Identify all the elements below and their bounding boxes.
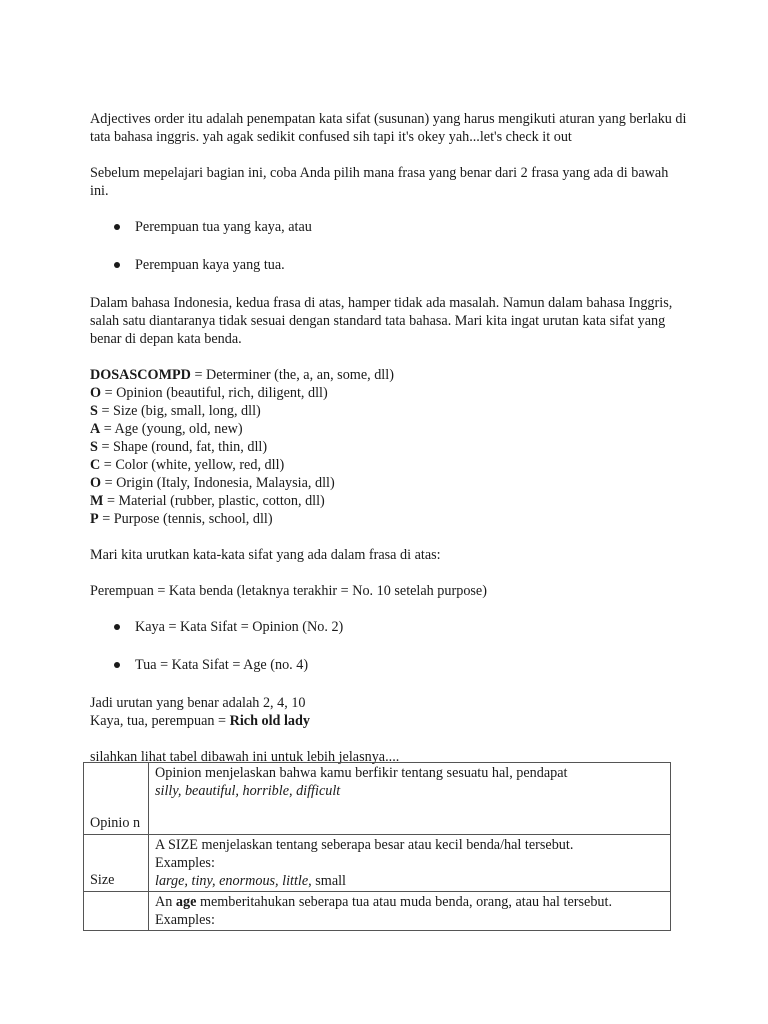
legend-line: S = Shape (round, fat, thin, dll) — [90, 439, 268, 455]
table-intro: silahkan lihat tabel dibawah ini untuk lebih jelasnya.... — [90, 749, 400, 765]
order-list — [90, 618, 690, 674]
legend-line: DOSASCOMPD = Determiner (the, a, an, some, dll) — [90, 367, 394, 383]
dosascompd-legend — [90, 366, 690, 528]
list-item: Tua = Kata Sifat = Age (no. 4) — [90, 656, 690, 674]
legend-line: M = Material (rubber, plastic, cotton, dll) — [90, 493, 325, 509]
row-desc: An age memberitahukan seberapa tua atau muda benda, orang, atau hal tersebut. Examples: — [149, 892, 671, 931]
answer-bold: Rich old lady — [229, 713, 310, 729]
legend-line: P = Purpose (tennis, school, dll) — [90, 511, 273, 527]
noun-line: Perempuan = Kata benda (letaknya terakhir = No. 10 setelah purpose) — [90, 583, 487, 599]
row-desc: Opinion menjelaskan bahwa kamu berfikir tentang sesuatu hal, pendapat silly, beautiful, horrible, difficult — [149, 763, 671, 835]
legend-line: C = Color (white, yellow, red, dll) — [90, 457, 285, 473]
document-body — [90, 110, 690, 766]
table-row — [84, 835, 671, 892]
legend-line: A = Age (young, old, new) — [90, 421, 243, 437]
row-desc: A SIZE menjelaskan tentang seberapa besar atau kecil benda/hal tersebut. Examples: large, tiny, enormous, little, small — [149, 835, 671, 892]
row-head — [84, 892, 149, 931]
question-paragraph: Sebelum mepelajari bagian ini, coba Anda pilih mana frasa yang benar dari 2 frasa yang ada di bawah ini. — [90, 165, 669, 199]
options-list — [90, 218, 690, 274]
list-item: Perempuan kaya yang tua. — [90, 256, 690, 274]
bullet-icon — [114, 662, 120, 668]
legend-line: O = Opinion (beautiful, rich, diligent, dll) — [90, 385, 328, 401]
bullet-icon — [114, 262, 120, 268]
list-item: Kaya = Kata Sifat = Opinion (No. 2) — [90, 618, 690, 636]
list-item: Perempuan tua yang kaya, atau — [90, 218, 690, 236]
conclusion-line: Jadi urutan yang benar adalah 2, 4, 10 — [90, 695, 306, 711]
row-head: Opinio n — [84, 763, 149, 835]
table-row — [84, 892, 671, 931]
adjective-table — [83, 762, 671, 931]
legend-line: S = Size (big, small, long, dll) — [90, 403, 261, 419]
table-row — [84, 763, 671, 835]
order-intro: Mari kita urutkan kata-kata sifat yang ada dalam frasa di atas: — [90, 547, 441, 563]
bullet-icon — [114, 224, 120, 230]
row-head: Size — [84, 835, 149, 892]
bullet-icon — [114, 624, 120, 630]
conclusion-answer: Kaya, tua, perempuan = Rich old lady — [90, 713, 310, 729]
explanation-paragraph: Dalam bahasa Indonesia, kedua frasa di atas, hamper tidak ada masalah. Namun dalam bahasa Inggris, salah satu diantaranya tidak sesuai dengan standard tata bahasa. Mari kita ingat urutan kata sifat yang benar di depan kata benda. — [90, 295, 673, 347]
legend-line: O = Origin (Italy, Indonesia, Malaysia, dll) — [90, 475, 335, 491]
intro-paragraph: Adjectives order itu adalah penempatan kata sifat (susunan) yang harus mengikuti aturan yang berlaku di tata bahasa inggris. yah agak sedikit confused sih tapi it's okey yah...let's check it out — [90, 111, 687, 145]
